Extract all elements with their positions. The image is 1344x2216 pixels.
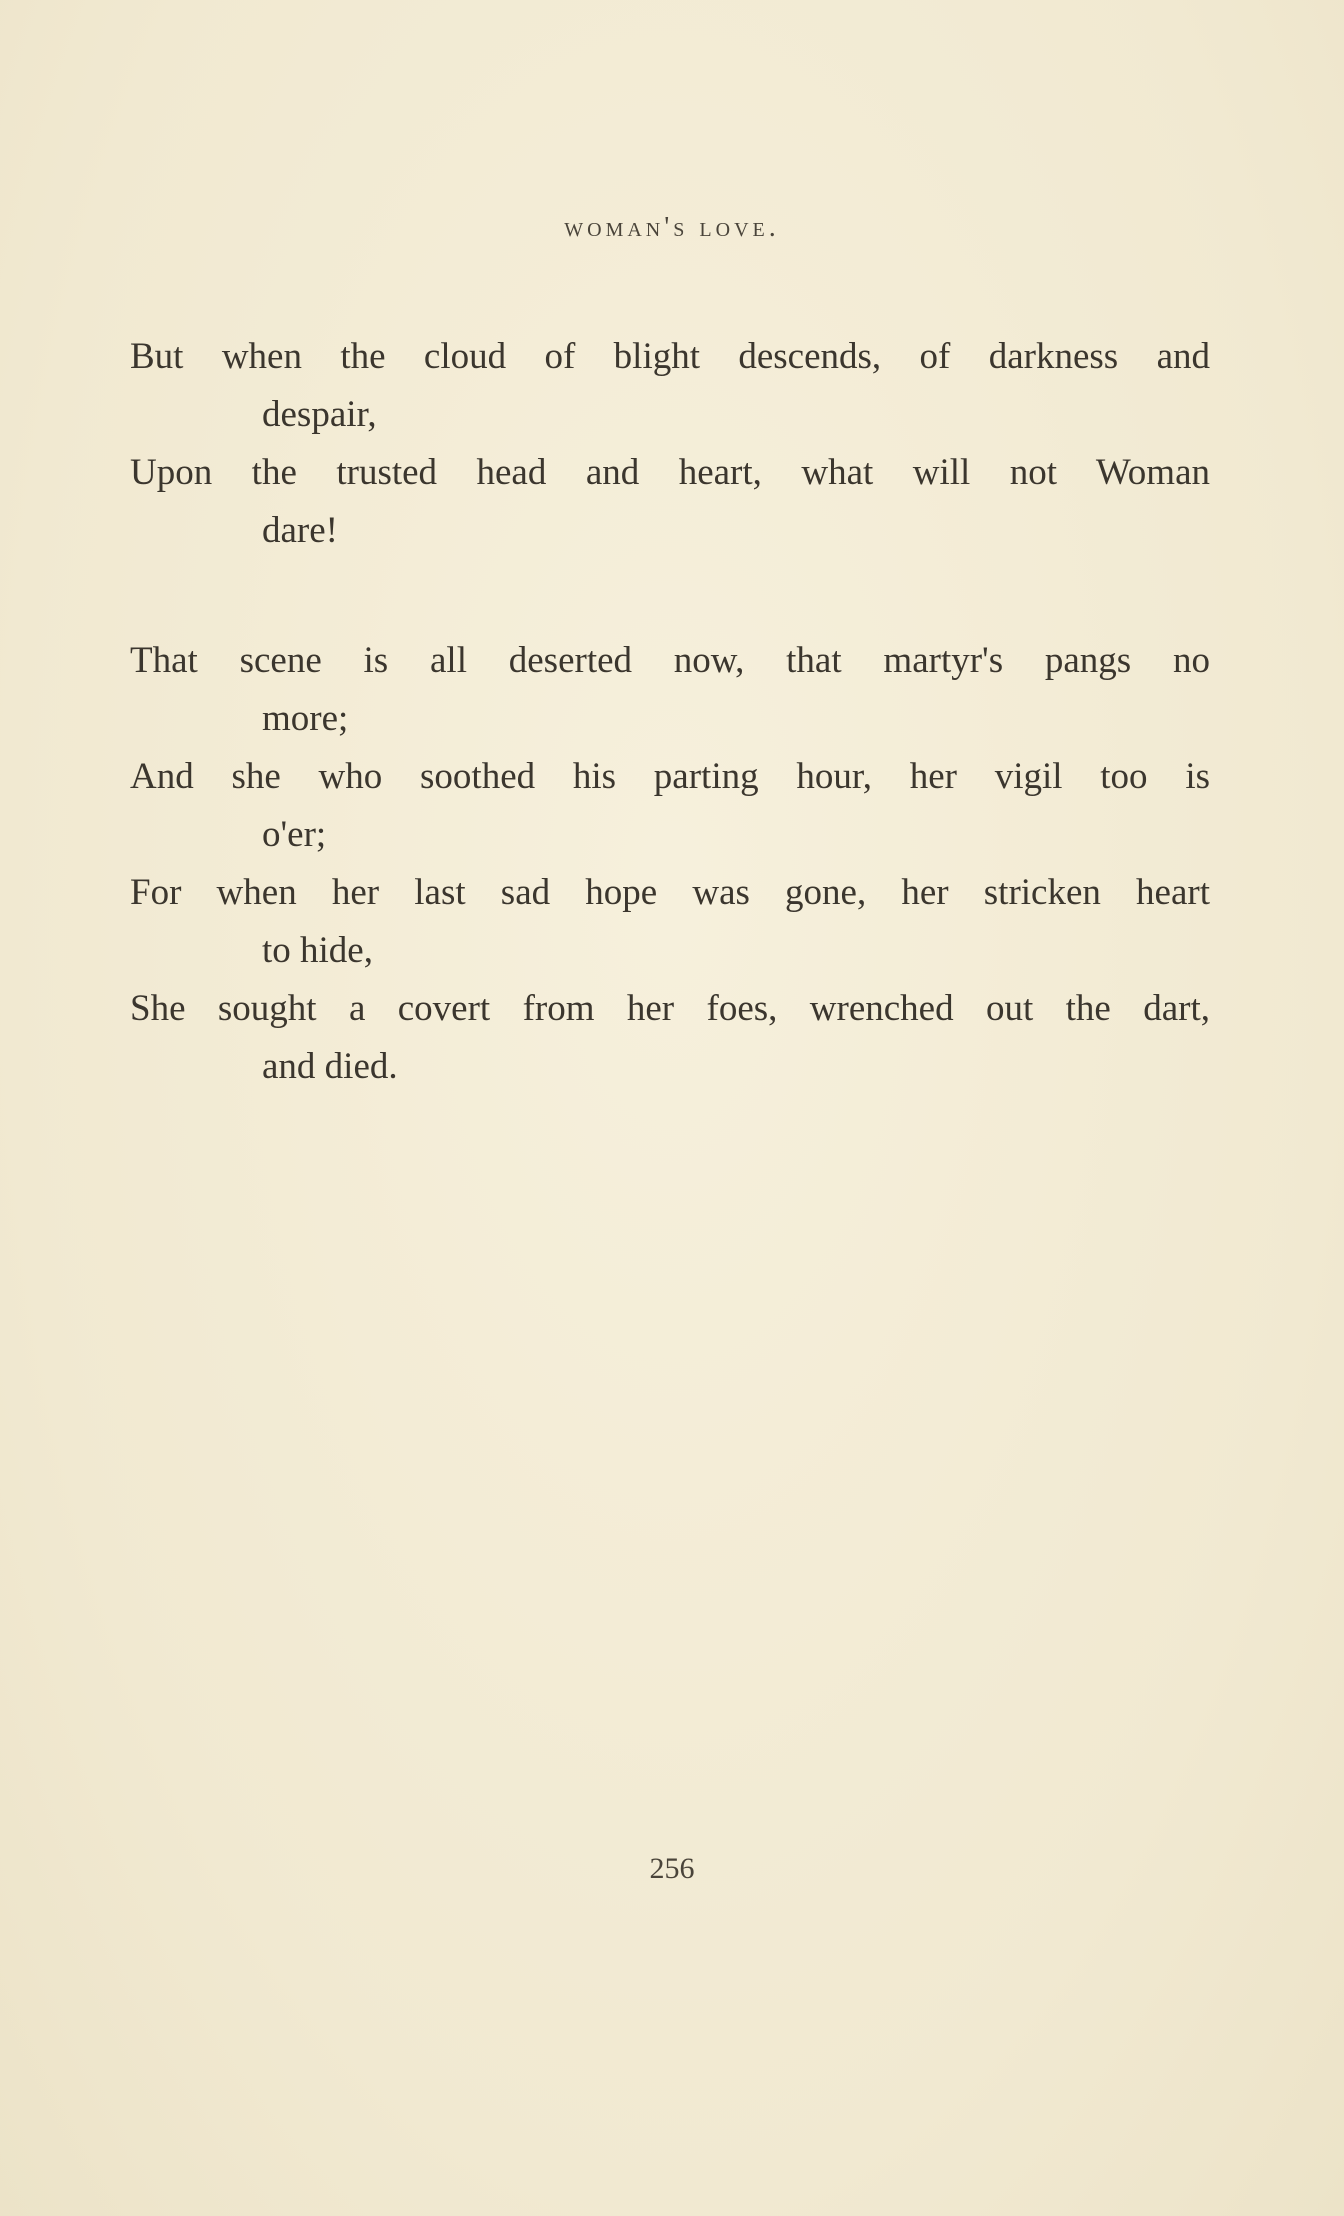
verse-line-turnover: dare! (262, 510, 338, 551)
verse-line-text: She sought a covert from her foes, wrenched out the dart, (130, 988, 1210, 1029)
stanza (130, 328, 1210, 560)
verse-line (130, 864, 1210, 980)
verse-line-turnover: and died. (262, 1046, 398, 1087)
verse-line (130, 444, 1210, 560)
verse-line-text: And she who soothed his parting hour, her vigil too is (130, 756, 1210, 797)
verse-line-turnover: to hide, (262, 930, 373, 971)
verse-line-text: For when her last sad hope was gone, her stricken heart (130, 872, 1210, 913)
verse-line (130, 632, 1210, 748)
verse-line-turnover: more; (262, 698, 349, 739)
verse-line-text: But when the cloud of blight descends, of darkness and (130, 336, 1210, 377)
verse-line-turnover: despair, (262, 394, 377, 435)
running-title: woman's love. (564, 212, 780, 243)
verse-line (130, 980, 1210, 1096)
stanza (130, 632, 1210, 1096)
page-number: 256 (649, 1852, 695, 1885)
verse-line (130, 748, 1210, 864)
verse-line-text: That scene is all deserted now, that martyr's pangs no (130, 640, 1210, 681)
verse-line-text: Upon the trusted head and heart, what will not Woman (130, 452, 1210, 493)
verse-line-turnover: o'er; (262, 814, 327, 855)
poem-body (130, 328, 1210, 1168)
verse-line (130, 328, 1210, 444)
